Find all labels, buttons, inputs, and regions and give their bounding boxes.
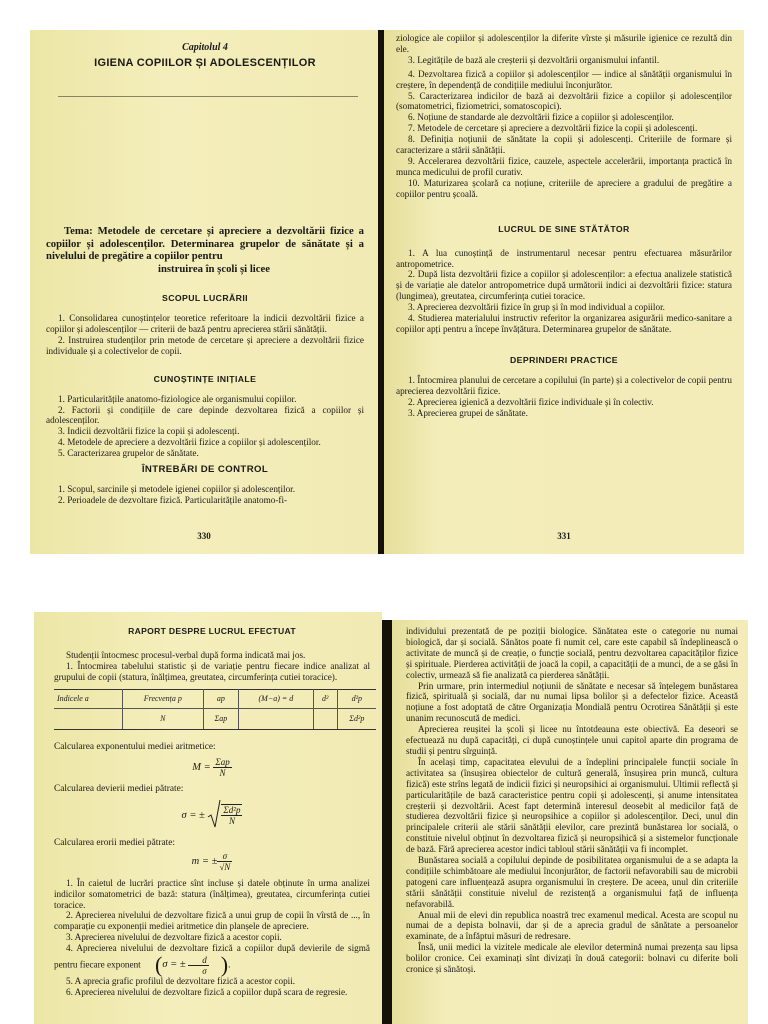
paragraph: Anual mii de elevi din republica noastră trec examenul medical. Acesta are scopul nu numai de a depista bolnavii, dar și de a aprecia gradul de sănătate a persoanelor examinate, de a înfăptui măsuri de redresare. — [406, 909, 738, 942]
page-health-text — [392, 620, 748, 1024]
section-heading-intrebari: ÎNTREBĂRI DE CONTROL — [141, 464, 269, 476]
list-item: 2. După lista dezvoltării fizice a copiilor și adolescenților: a efectua analizele statistică și de variație ale datelor antropometrice după următorii indici ai dezvoltării fizice: statura (lungimea), greutatea, circumferința cutiei toracice. — [396, 269, 732, 302]
list-item: 4. Studierea materialului instructiv referitor la organizarea asigurării medico-sanitare a copiilor apți pentru a începe învățătura. Determinarea grupelor de sănătate. — [396, 313, 732, 334]
list-item: 10. Maturizarea școlară ca noțiune, criteriile de apreciere a gradului de pregătire a copiilor pentru școală. — [396, 177, 732, 199]
report-notes — [54, 878, 370, 998]
cunostinte-list — [46, 394, 364, 459]
list-item: 3. Aprecierea dezvoltării fizice în grup și în mod individual a copiilor. — [408, 302, 665, 313]
table-cell: ap — [203, 689, 238, 708]
list-item: 5. Caracterizarea grupelor de sănătate. — [58, 448, 199, 459]
chapter-label: Capitolul 4 — [182, 42, 228, 53]
page-number: 330 — [197, 531, 211, 541]
table-header-row — [54, 689, 376, 708]
statistics-table — [54, 689, 376, 730]
list-item: 2. Instruirea studenților prin metode de cercetare și apreciere a dezvoltării fizice individuale și a colectivelor de copii. — [46, 334, 364, 356]
list-item: 4. Dezvoltarea fizică a copiilor și adolescenților — indice al sănătății organismului în creștere, în dependență de condițiile mediului înconjurător. — [396, 68, 732, 90]
section-heading-scop: SCOPUL LUCRĂRII — [162, 293, 248, 303]
book-spine — [382, 620, 392, 1024]
table-cell: d² — [313, 689, 337, 708]
table-cell: Σap — [203, 708, 238, 729]
page-330 — [30, 30, 378, 554]
section-heading-cunostinte: CUNOȘTINȚE INIȚIALE — [153, 373, 257, 384]
table-cell — [54, 708, 122, 729]
list-item: 4. Aprecierea nivelului de dezvoltare fizică a copiilor după devierile de sigmă pentru fiecare exponent (σ = ± $\frac{d}{\sigma}$ ). — [54, 943, 370, 978]
list-item: 1. Scopul, sarcinile și metodele igienei copiilor și adolescenților. — [58, 484, 296, 495]
error-label: Calcularea erorii mediei pătrate: — [54, 837, 176, 848]
table-cell: Σd²p — [337, 708, 376, 729]
list-item: 5. A aprecia grafic profilul de dezvoltare fizică a acestor copii. — [66, 976, 296, 987]
sigma-formula: σ = ± $\frac{\text{Σd²p}}{N}$ — [54, 799, 370, 832]
table-cell — [239, 708, 314, 729]
report-intro: Studenții întocmesc procesul-verbal după forma indicată mai jos. — [66, 650, 306, 660]
list-item: 1. Particularitățile anatomo-fiziologice ale organismului copiilor. — [58, 393, 297, 404]
list-item: 6. Noțiune de standarde ale dezvoltării fizice a copiilor și adolescenților. — [408, 112, 674, 123]
list-item: 3. Legitățile de bază ale creșterii și dezvoltării organismului infantil. — [408, 54, 660, 65]
paragraph: În același timp, capacitatea elevului de a îndeplini principalele funcții sociale în activitatea sa (însușirea obiectelor de cultură generală, însușirea prin muncă, cultura fizică) este strîns legată de indicii fizici și neuropsihici ai organismului. Ultimii reflectă și particularitățile de bază caracteristice pentru copii și adolescenți, și anume intensitatea creșterii și dezvoltării. Acest fapt determină interesul deosebit al medicilor față de studierea dezvoltării fizice și neuropsihice a copiilor și adolescenților. Deci, unul din principalele criterii ale stării sănătății elevilor, care prezintă bunăstarea lor socială, o constituie nivelul obținut în dezvoltarea fizică și neuropsihică și a sistemelor funcționale de bază. Fără aprecierea acestor indici tabloul stării sănătății va fi incomplet. — [406, 756, 738, 855]
table-row — [54, 708, 376, 729]
paragraph: Prin urmare, prin intermediul noțiunii de sănătate e necesar să înțelegem bunăstarea fizică, spirituală și socială, dar nu numai lipsa bolilor și a defectelor fizice. Această noțiune a fost adoptată de către Organizația Mondială pentru Ocrotirea Sănătății și este unanim recunoscută de medici. — [406, 680, 738, 724]
sigma-deviation-formula: (σ = ± $\frac{d}{\sigma}$ ) — [155, 952, 229, 978]
divider — [58, 96, 358, 97]
table-cell: d²p — [337, 689, 376, 708]
list-item: 9. Accelerarea dezvoltării fizice, cauzele, aspectele accelerării, importanța practică în munca medicului de profil curativ. — [396, 155, 732, 177]
mean-label: Calcularea exponentului mediei aritmetice: — [54, 741, 216, 752]
lucru-list — [396, 248, 732, 335]
list-item: 2. Factorii și condițiile de care depinde dezvoltarea fizică a copiilor și adolescenților. — [46, 404, 364, 426]
list-item: 2. Aprecierea nivelului de dezvoltare fizică a unui grup de copii în vîrstă de ..., în comparație cu exponenții mediei aritmetice din planșele de apreciere. — [54, 910, 370, 932]
table-cell: Frecvența p — [122, 689, 203, 708]
sigma-label: Calcularea devierii mediei pătrate: — [54, 783, 184, 794]
paragraph: Bunăstarea socială a copilului depinde de posibilitatea organismului de a se adapta la condițiile schimbătoare ale mediului înconjurător, de factorii nefavorabili sau de microbii patogeni care influențează asupra organismului în creștere. De aceea, unul din criteriile stării sănătății constituie nivelul de rezistență a organismului față de influența nefavorabilă. — [406, 855, 738, 909]
intrebari-list — [46, 484, 364, 506]
paragraph: Însă, unii medici la vizitele medicale ale elevilor determină numai prezența sau lipsa bolilor cronice. Cei examinați sînt divizați în două categorii: bolnavi cu diferite boli cronice și sănătoși. — [406, 942, 738, 975]
paragraph: Aprecierea reușitei la școli și licee nu întotdeauna este obiectivă. Ea deseori se efectuează nu după capacități, ci după cunoștințele unui capitol aparte din programa de studii și pentru sîrguință. — [406, 724, 738, 756]
list-item: 1. A lua cunoștință de instrumentarul necesar pentru efectuarea măsurărilor antropometrice. — [396, 247, 732, 269]
topic-heading: Tema: Metodele de cercetare și apreciere a dezvoltării fizice a copiilor și adolescenților. Determinarea grupelor de sănătate și a nivelului de pregătire a copiilor pentru instruirea în școli și licee — [46, 225, 364, 275]
list-item: 3. Aprecierea grupei de sănătate. — [408, 407, 528, 418]
section-heading-deprinderi: DEPRINDERI PRACTICE — [510, 354, 618, 365]
mean-formula: M = $\frac{\text{Σap}}{N}$ — [192, 756, 230, 778]
list-item: 8. Definiția noțiunii de sănătate la copii și adolescenți. Criteriile de formare și caracterizare a stării sănătății. — [396, 134, 732, 156]
list-item: 7. Metodele de cercetare și apreciere a dezvoltării fizice la copii și adolescenți. — [408, 123, 698, 134]
list-item: ziologice ale copiilor și adolescenților la diferite vîrste și măsurile igienice ce rezultă din ele. — [396, 33, 732, 54]
paragraph: individului prezentată de pe poziții biologice. Sănătatea este o categorie nu numai biologică, dar și socială. Sănătos poate fi numit cel, care este capabil să îndeplinească o activitate de muncă și de creație, o funcție socială, pentru dezvoltarea capacităților fizice și spirituale. Pierderea activității de joacă la copil, a capacității de a munci, de a se găsi în colectiv, urmează să fie analizată ca pierderea sănătății. — [406, 626, 738, 680]
error-formula: m = ± $\frac{\sigma}{√N}$ — [191, 850, 231, 872]
table-cell — [313, 708, 337, 729]
intrebari-continued-list — [396, 33, 732, 200]
list-item: 2. Aprecierea igienică a dezvoltării fizice individuale și în colectiv. — [408, 396, 654, 407]
page-number: 331 — [557, 531, 571, 541]
list-item: 5. Caracterizarea indicilor de bază ai dezvoltării fizice a copiilor și adolescenților (somatometrici, fiziometrici, somatoscopici). — [396, 90, 732, 112]
root-sign-icon — [207, 799, 221, 829]
topic-heading-end: instruirea în școli și licee — [157, 262, 270, 275]
list-item: 1. Consolidarea cunoștințelor teoretice referitoare la indicii dezvoltării fizice a copiilor și adolescenților — criterii de bază pentru aprecierea stării sănătății. — [46, 313, 364, 334]
list-item: 6. Aprecierea nivelului de dezvoltare fizică a copiilor după scara de regresie. — [66, 986, 348, 997]
list-item: 3. Aprecierea nivelului de dezvoltare fizică a acestor copii. — [66, 932, 282, 943]
list-item: 4. Metodele de apreciere a dezvoltării fizice a copiilor și adolescenților. — [58, 437, 321, 448]
page-331 — [384, 30, 744, 554]
list-item: 3. Indicii dezvoltării fizice la copii și adolescenți. — [58, 426, 240, 437]
table-cell: N — [122, 708, 203, 729]
section-heading-lucru: LUCRUL DE SINE STĂTĂTOR — [498, 223, 630, 234]
report-title: RAPORT DESPRE LUCRUL EFECTUAT — [128, 626, 296, 636]
deprinderi-list — [396, 375, 732, 419]
list-item: 1. Întocmirea planului de cercetare a copilului (în parte) și a colectivelor de copii pentru aprecierea dezvoltării fizice. — [396, 374, 732, 396]
table-cell: (M−a) = d — [239, 689, 314, 708]
page-raport — [34, 612, 382, 1024]
scop-list — [46, 313, 364, 357]
report-item-1: 1. Întocmirea tabelului statistic și de variație pentru fiecare indice analizat al grupului de copii (statura, înălțimea, greutatea, circumferința cutiei toracice). — [54, 660, 370, 682]
table-cell: Indicele a — [54, 689, 122, 708]
chapter-title: IGIENA COPIILOR ȘI ADOLESCENȚILOR — [94, 57, 316, 69]
list-item: 2. Perioadele de dezvoltare fizică. Particularitățile anatomo-fi- — [58, 494, 288, 505]
list-item: 1. În caietul de lucrări practice sînt incluse și datele obținute în urma analizei indicilor somatometrici de bază: statura (înălțimea), greutatea, circumferința cutiei toracice. — [54, 877, 370, 910]
